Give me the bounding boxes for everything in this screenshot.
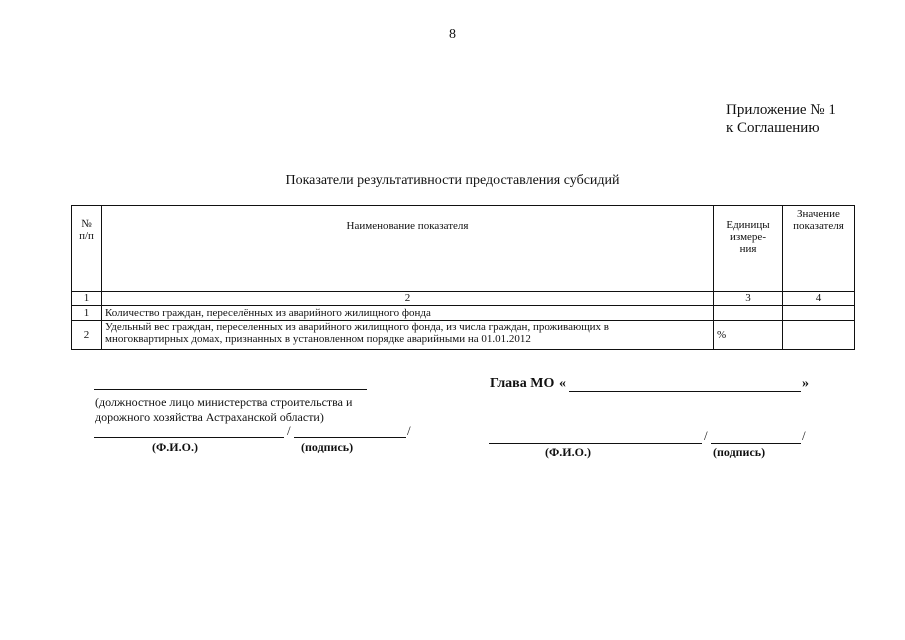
official-position-caption: (должностное лицо министерства строительства и дорожного хозяйства Астраханской области): [95, 395, 353, 424]
column-number: 2: [102, 292, 714, 306]
row-unit: [714, 306, 783, 321]
quote-open: «: [559, 376, 566, 391]
head-mo-label: Глава МО: [490, 376, 555, 391]
left-signature-line: [294, 437, 406, 438]
left-signature-label: (подпись): [301, 440, 354, 454]
appendix-heading: [726, 101, 836, 137]
column-number: 4: [783, 292, 855, 306]
right-fio-label: (Ф.И.О.): [545, 445, 591, 459]
document-title: Показатели результативности предоставления субсидий: [285, 173, 620, 188]
row-number: 2: [72, 321, 102, 350]
row-unit: %: [714, 321, 783, 350]
column-number: 1: [72, 292, 102, 306]
column-number: 3: [714, 292, 783, 306]
left-fio-label: (Ф.И.О.): [152, 440, 198, 454]
row-indicator-name: Удельный вес граждан, переселенных из аварийного жилищного фонда, из числа граждан, проживающих в многоквартирных домах, признанных в установленном порядке аварийными на 01.01.2012: [102, 321, 714, 350]
header-unit: Единицы измере- ния: [714, 206, 783, 292]
table-row: [72, 306, 855, 321]
right-slash-end: /: [802, 428, 806, 443]
left-slash: /: [287, 423, 291, 438]
indicators-table: [71, 205, 855, 350]
right-fio-line: [489, 443, 702, 444]
header-value: Значение показателя: [783, 206, 855, 292]
page-number: 8: [449, 27, 456, 42]
left-fio-line: [94, 437, 284, 438]
row-value: [783, 306, 855, 321]
municipality-name-line: [569, 391, 801, 392]
right-slash: /: [704, 428, 708, 443]
row-number: 1: [72, 306, 102, 321]
header-number: № п/п: [72, 206, 102, 292]
right-signature-line: [711, 443, 801, 444]
column-numbers-row: [72, 292, 855, 306]
row-indicator-name: Количество граждан, переселённых из аварийного жилищного фонда: [102, 306, 714, 321]
appendix-line-1: Приложение № 1: [726, 102, 836, 118]
appendix-line-2: к Соглашению: [726, 120, 820, 136]
quote-close: »: [802, 376, 809, 391]
header-indicator-name: Наименование показателя: [102, 206, 714, 292]
row-value: [783, 321, 855, 350]
table-header-row: [72, 206, 855, 292]
table-row: [72, 321, 855, 350]
left-slash-end: /: [407, 423, 411, 438]
right-signature-label: (подпись): [713, 445, 766, 459]
official-position-line: [94, 389, 367, 390]
